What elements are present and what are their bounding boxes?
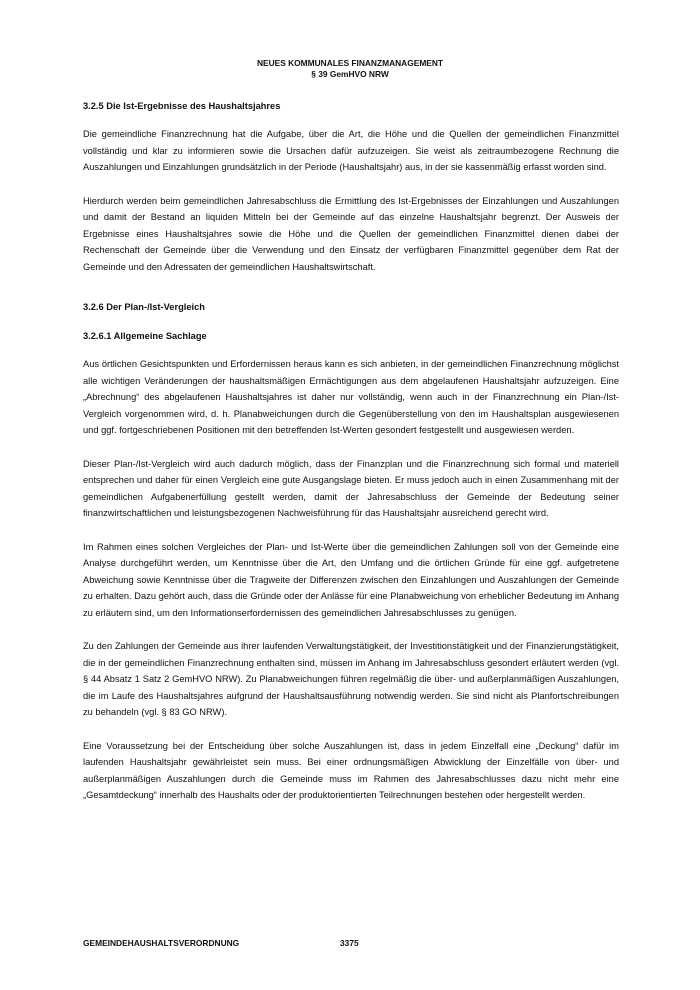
paragraph: Eine Voraussetzung bei der Entscheidung über solche Auszahlungen ist, dass in jedem Einzelfall eine „Deckung“ dafür im laufenden Haushaltsjahr gewährleistet sein muss. Bei einer ordnungsmäßigen Abwicklung der Einzelfälle von über- und außerplanmäßigen Auszahlungen durch die Gemeinde muss im Rahmen des Jahresabschlusses dazu nicht mehr eine „Gesamtdeckung“ innerhalb des Haushalts oder der produktorientierten Teilrechnungen bestehen oder hergestellt werden. (83, 740, 619, 800)
paragraph: Die gemeindliche Finanzrechnung hat die Aufgabe, über die Art, die Höhe und die Quellen der gemeindlichen Finanzmittel vollständig und klar zu informieren sowie die Ursachen dafür aufzuzeigen. Sie weist als zeitraumbezogene Rechnung die Auszahlungen und Einzahlungen grundsätzlich in der Periode (Haushaltsjahr) aus, in der sie kassenmäßig erfasst worden sind. (83, 129, 619, 172)
page-number: 3375 (340, 938, 359, 948)
footer-title: GEMEINDEHAUSHALTSVERORDNUNG (83, 938, 240, 948)
section-heading-3-2-6: 3.2.6 Der Plan-/Ist-Vergleich (83, 302, 205, 312)
main-content (83, 100, 619, 804)
paragraph: Im Rahmen eines solchen Vergleiches der Plan- und Ist-Werte über die gemeindlichen Zahlungen soll von der Gemeinde eine Analyse durchgeführt werden, um Kenntnisse über die Art, den Umfang und die örtlichen Gründe für eine ggf. aufgetretene Abweichung sowie Kenntnisse über die Tragweite der Differenzen zwischen den Einzahlungen und Auszahlungen der Gemeinde zu erhalten. Dazu gehört auch, dass die Gründe oder der Anlässe für eine Planabweichung von erheblicher Bedeutung im Anhang zu erläutern sind, um den Informationserfordernissen des gemeindlichen Jahresabschlusses zu genügen. (83, 541, 619, 618)
section-heading-3-2-5: 3.2.5 Die Ist-Ergebnisse des Haushaltsjahres (83, 101, 281, 111)
section-heading-3-2-6-1: 3.2.6.1 Allgemeine Sachlage (83, 331, 207, 341)
header-paragraph-ref: § 39 GemHVO NRW (311, 68, 389, 79)
paragraph: Dieser Plan-/Ist-Vergleich wird auch dadurch möglich, dass der Finanzplan und die Finanzrechnung sich formal und materiell entsprechen und daher für einen Vergleich eine gute Ausgangslage bieten. Er muss jedoch auch in einen Zusammenhang mit der gemeindlichen Aufgabenerfüllung gestellt werden, damit der Jahresabschluss der Gemeinde der Bedeutung seiner finanzwirtschaftlichen und leistungsbezogenen Nachweisführung für das Haushaltsjahr ausreichend gerecht wird. (83, 458, 619, 518)
header-title: NEUES KOMMUNALES FINANZMANAGEMENT (256, 58, 444, 68)
paragraph: Zu den Zahlungen der Gemeinde aus ihrer laufenden Verwaltungstätigkeit, der Investitionstätigkeit und der Finanzierungstätigkeit, die in der gemeindlichen Finanzrechnung enthalten sind, müssen im Anhang im Jahresabschluss gesondert erläutert werden (vgl. § 44 Absatz 1 Satz 2 GemHVO NRW). Zu Planabweichungen führen regelmäßig die über- und außerplanmäßigen Auszahlungen, die im Laufe des Haushaltsjahres aufgrund der Haushaltsausführung notwendig werden. Sie sind nicht als Planfortschreibungen zu behandeln (vgl. § 83 GO NRW). (83, 641, 619, 717)
running-header (0, 58, 700, 79)
paragraph: Hierdurch werden beim gemeindlichen Jahresabschluss die Ermittlung des Ist-Ergebnisses der Einzahlungen und Auszahlungen und damit der Bestand an liquiden Mitteln bei der Gemeinde auf das einzelne Haushaltsjahr begrenzt. Der Ausweis der Ergebnisse eines Haushaltsjahres sowie die Höhe und die Quellen der gemeindlichen Finanzmittel dienen dabei der Rechenschaft der Gemeinde über die Verwendung und den Einsatz der verfügbaren Finanzmittel gegenüber dem Rat der Gemeinde und den Adressaten der gemeindlichen Haushaltswirtschaft. (83, 195, 619, 272)
paragraph: Aus örtlichen Gesichtspunkten und Erfordernissen heraus kann es sich anbieten, in der gemeindlichen Finanzrechnung möglichst alle wichtigen Veränderungen der haushaltsmäßigen Ermächtigungen aus dem abgelaufenen Haushaltsjahr aufzuzeigen. Eine „Abrechnung“ des abgelaufenen Haushaltsjahres ist daher nur vollständig, wenn auch in der Finanzrechnung ein Plan-/Ist-Vergleich vorgenommen wird, d. h. Planabweichungen durch die Gegenüberstellung von den im Haushaltsplan ausgewiesenen und ggf. fortgeschriebenen Positionen mit den betreffenden Ist-Werten gesondert festgestellt und ausgewiesen werden. (83, 359, 619, 435)
